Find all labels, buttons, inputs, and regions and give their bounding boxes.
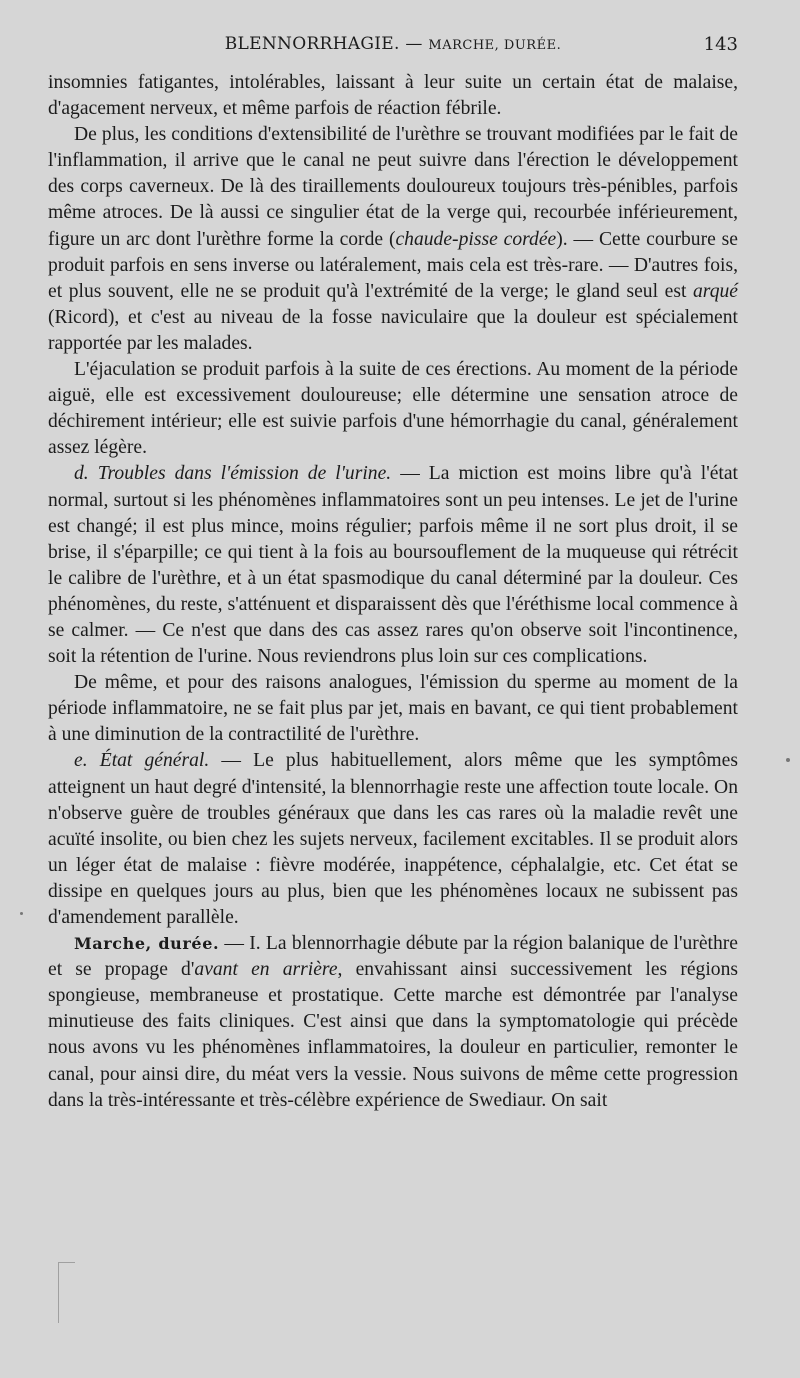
paper-speck <box>20 912 23 915</box>
paragraph-p2 <box>48 122 738 357</box>
text-run: ). — Cette courbure se produit parfois en sens inverse ou latéralement, mais cela est très-rare. — D'autres fois, et plus souvent, elle ne se produit qu'à l'extrémité de la verge; le gland seul est <box>48 228 738 302</box>
running-title-sub: MARCHE, DURÉE. <box>428 38 562 53</box>
page-number: 143 <box>703 34 738 55</box>
text-run: , envahissant ainsi successivement les régions spongieuse, membraneuse et prostatique. Cette marche est démontrée par l'analyse minutieuse des faits cliniques. C'est ainsi que dans la symptomatologie qui précède nous avons vu les phénomènes inflammatoires, la douleur en particulier, remonter le canal, pour ainsi dire, du méat vers la vessie. Nous suivons de même cette progression dans la très-intéressante et très-célèbre expérience de Swediaur. On sait <box>48 959 738 1111</box>
paragraph-p4 <box>48 461 738 670</box>
running-header <box>48 34 738 60</box>
section-heading: Marche, durée. <box>74 934 220 954</box>
italic-text: chaude-pisse cordée <box>395 228 557 250</box>
paragraph-p3 <box>48 357 738 461</box>
italic-text: avant en arrière <box>194 959 338 981</box>
text-run: (Ricord), et c'est au niveau de la fosse naviculaire que la douleur est spécialement rapportée par les malades. <box>48 306 738 354</box>
running-title <box>48 34 738 54</box>
text-run: insomnies fatigantes, intolérables, laissant à leur suite un certain état de malaise, d'agacement nerveux, et même parfois de réaction fébrile. <box>48 72 738 120</box>
paper-speck <box>786 758 790 762</box>
paragraph-p7 <box>48 931 738 1114</box>
text-run: — I. La blennorrhagie débute par la région balanique de l'urèthre et se propage d' <box>48 933 738 981</box>
text-run: — La miction est moins libre qu'à l'état normal, surtout si les phénomènes inflammatoires sont un peu intenses. Le jet de l'urine est changé; il est plus mince, moins régulier; parfois même il ne sort plus droit, il se brise, il s'éparpille; ce qui tient à la fois au boursouflement de la muqueuse qui rétrécit le calibre de l'urèthre, et à un état spasmodique du canal déterminé par la douleur. Ces phénomènes, du reste, s'atténuent et disparaissent dès que l'éréthisme local commence à se calmer. — Ce n'est que dans des cas assez rares qu'on observe soit l'incontinence, soit la rétention de l'urine. Nous reviendrons plus loin sur ces complications. <box>48 463 738 668</box>
margin-mark <box>58 1262 75 1323</box>
text-run: L'éjaculation se produit parfois à la suite de ces érections. Au moment de la période aiguë, elle est excessivement douloureuse; elle détermine une sensation atroce de déchirement intérieur; elle est suivie parfois d'une hémorrhagie du canal, généralement assez légère. <box>48 359 738 459</box>
running-title-main: BLENNORRHAGIE. <box>224 34 400 54</box>
italic-text: e. État général. <box>74 750 210 772</box>
paragraph-p6 <box>48 748 738 931</box>
text-run: — Le plus habituellement, alors même que les symptômes atteignent un haut degré d'intensité, la blennorrhagie reste une affection toute locale. On n'observe guère de troubles généraux que dans les cas rares où la maladie revêt une acuïté insolite, ou bien chez les sujets nerveux, facilement excitables. Il se produit alors un léger état de malaise : fièvre modérée, inappétence, céphalalgie, etc. Cet état se dissipe en quelques jours au plus, bien que les phénomènes locaux ne subissent pas d'amendement parallèle. <box>48 750 738 928</box>
italic-text: d. Troubles dans l'émission de l'urine. <box>74 463 392 485</box>
text-run: De même, et pour des raisons analogues, l'émission du sperme au moment de la période inflammatoire, ne se fait plus par jet, mais en bavant, ce qui tient probablement à une diminution de la contractilité de l'urèthre. <box>48 672 738 746</box>
text-run: De plus, les conditions d'extensibilité de l'urèthre se trouvant modifiées par le fait de l'inflammation, il arrive que le canal ne peut suivre dans l'érection le développement des corps caverneux. De là des tiraillements douloureux toujours très-pénibles, parfois même atroces. De là aussi ce singulier état de la verge qui, recourbée inférieurement, figure un arc dont l'urèthre forme la corde ( <box>48 124 738 250</box>
running-title-separator: — <box>405 34 423 54</box>
body-text <box>48 70 738 1114</box>
italic-text: arqué <box>693 280 738 302</box>
paragraph-p1 <box>48 70 738 122</box>
paragraph-p5 <box>48 670 738 748</box>
